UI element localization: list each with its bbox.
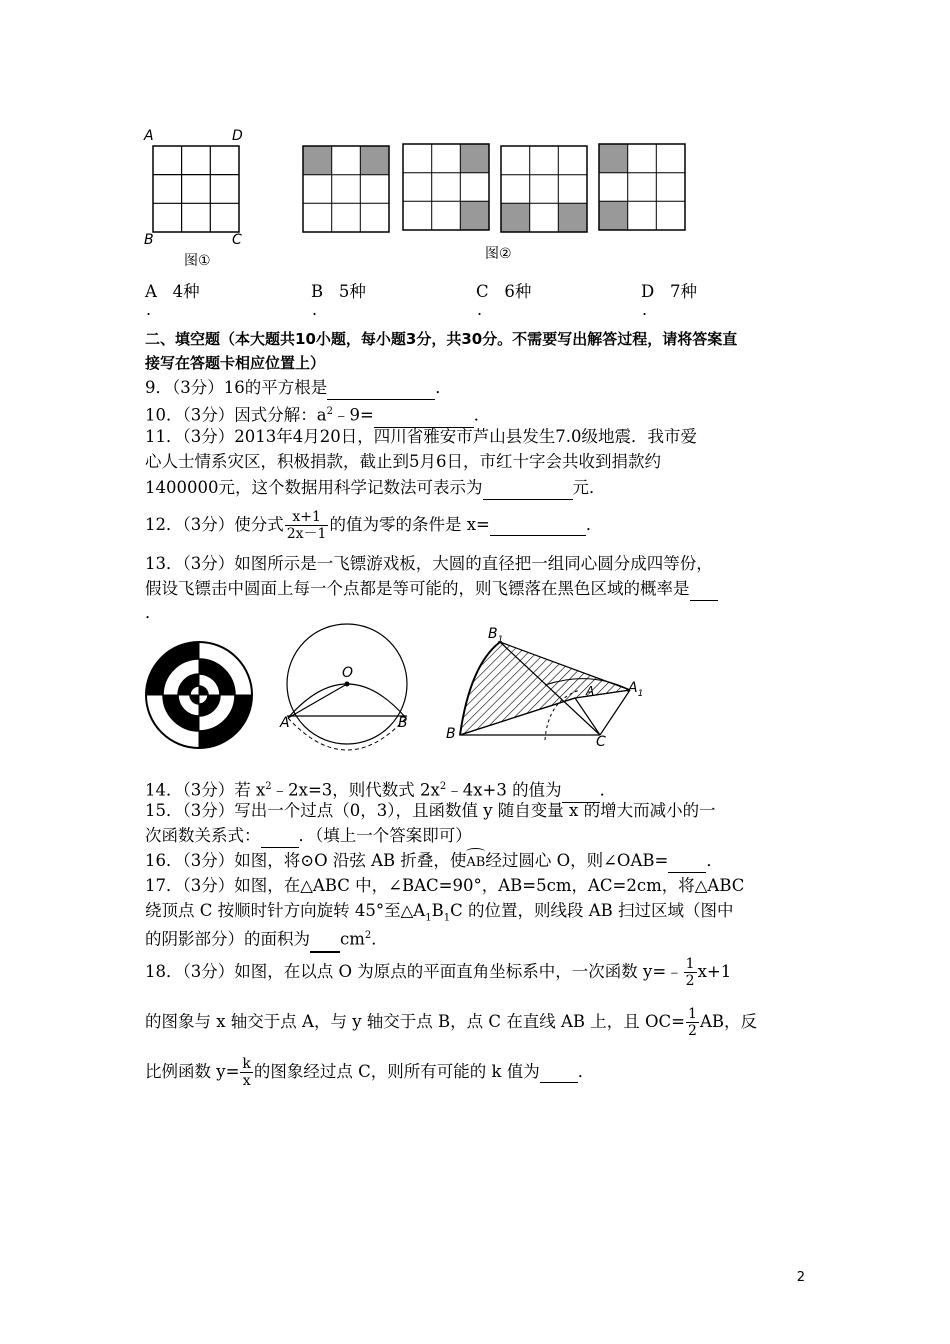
q18-answer-blank[interactable] (540, 1062, 578, 1083)
q16-arc-ab (466, 852, 485, 874)
q10-sup: 2 (326, 406, 333, 417)
q18-line1-num: 1 (685, 956, 695, 972)
question-18-line-3 (145, 1052, 594, 1092)
option-c-dot: . (477, 300, 483, 319)
figure-2-caption: 图② (485, 246, 512, 262)
q18-line1-fraction (684, 956, 697, 989)
q14-p3: ﹣4x+3 的值为 (446, 780, 562, 800)
q17-line2-post: C 的位置，则线段 AB 扫过区域（图中 (450, 901, 734, 920)
circle-fold-label-a: A (280, 715, 290, 731)
q9-text: 9．（3分）16的平方根是 (145, 378, 328, 397)
q18-line2-den: 2 (688, 1023, 697, 1039)
figure-1-label-a: A (144, 128, 154, 144)
option-b (311, 278, 366, 302)
q18-line1-pre: 18．（3分）如图，在以点 O 为原点的平面直角坐标系中，一次函数 y=﹣ (145, 962, 683, 981)
q15-line2-post: ．（填上一个答案即可） (298, 826, 472, 845)
rotation-label-b1-main: B (488, 626, 498, 642)
question-11-line-2: 心人士情系灾区，积极捐款，截止到5月6日，市红十字会共收到捐款约 (145, 452, 661, 471)
rotation-label-c: C (596, 734, 606, 750)
q17-line2-s1: 1 (425, 912, 432, 924)
q16-end: ． (706, 851, 723, 870)
q10-pre: 10．（3分）因式分解：a (145, 405, 327, 425)
option-a-text: 4种 (172, 282, 200, 301)
rotation-label-b: B (446, 726, 456, 742)
circle-fold-label-o: O (342, 665, 354, 681)
q17-line2-mid: B (431, 901, 444, 920)
q14-p2: ﹣2x=3，则代数式 2x (271, 780, 440, 800)
q17-answer-blank[interactable] (310, 929, 340, 953)
question-17-line-3 (145, 925, 388, 953)
q10-answer-blank[interactable] (374, 405, 474, 428)
grid-3 (501, 146, 587, 232)
q10-post: ﹣9= (332, 405, 374, 425)
circle-fold-label-b: B (398, 715, 408, 731)
q18-line1-den: 2 (685, 973, 695, 989)
question-11-line-3 (145, 477, 606, 500)
rotation-figure (440, 630, 650, 750)
q18-line3-end: ． (577, 1062, 595, 1081)
q12-answer-blank[interactable] (490, 515, 586, 536)
q14-s2: 2 (439, 781, 447, 792)
question-16 (145, 850, 723, 874)
q9-end: ． (435, 378, 452, 397)
figure-1-label-d: D (232, 128, 243, 144)
option-d-text: 7种 (669, 282, 697, 301)
q16-arc-icon (466, 848, 485, 855)
q16-answer-blank[interactable] (668, 850, 706, 873)
rotation-label-b1 (488, 626, 503, 645)
question-9 (145, 377, 452, 400)
option-a-dot: . (146, 300, 152, 319)
option-c-text: 6种 (504, 282, 532, 301)
q12-fraction (285, 509, 329, 542)
q16-post: 经过圆心 O，则∠OAB= (485, 851, 669, 870)
question-13-line-2 (145, 578, 718, 601)
q17-line2-pre: 绕顶点 C 按顺时针方向旋转 45°至△A (145, 901, 426, 920)
option-a (145, 278, 200, 302)
q15-line2-pre: 次函数关系式： (145, 826, 261, 845)
grid-1 (303, 146, 389, 232)
option-d-letter: D (641, 282, 655, 301)
q18-line3-fraction (240, 1056, 252, 1089)
q14-end: ． (599, 780, 617, 800)
option-d (641, 278, 697, 302)
rotation-label-a1 (628, 680, 643, 699)
question-14 (145, 776, 616, 803)
question-12 (145, 505, 602, 545)
q18-line2-fraction (686, 1006, 699, 1039)
question-15-line-2 (145, 825, 472, 848)
q13-line2-text: 假设飞镖击中圆面上每一个点都是等可能的，则飞镖落在黑色区域的概率是 (145, 579, 690, 598)
q11-line3-end: 元． (572, 478, 606, 497)
question-11-line-1: 11．（3分）2013年4月20日，四川省雅安市芦山县发生7.0级地震．我市爱 (145, 427, 697, 446)
figure-2-grids (302, 143, 688, 233)
q18-line3-num: k (242, 1056, 251, 1072)
grid-2 (403, 144, 489, 230)
q18-line3-pre: 比例函数 y= (145, 1062, 240, 1081)
rotation-label-a: A (586, 684, 595, 698)
option-c-letter: C (476, 282, 489, 301)
question-18-line-2 (145, 1002, 757, 1042)
question-18-line-1 (145, 952, 731, 992)
q17-line3-pre: 的阴影部分）的面积为 (145, 929, 310, 949)
option-d-dot: . (642, 300, 648, 319)
q9-answer-blank[interactable] (327, 377, 435, 400)
q11-answer-blank[interactable] (483, 477, 573, 500)
q12-end: ． (585, 515, 603, 534)
q16-pre: 16．（3分）如图，将⊙O 沿弦 AB 折叠，使 (145, 851, 467, 870)
q12-numerator: x+1 (285, 509, 329, 526)
q12-pre: 12．（3分）使分式 (145, 515, 284, 534)
option-b-letter: B (311, 282, 324, 301)
question-13-line-3: ． (145, 603, 162, 622)
q17-line3-end: ． (371, 929, 388, 949)
q14-s1: 2 (265, 781, 272, 792)
question-10 (145, 401, 490, 428)
q12-post: 的值为零的条件是 x= (329, 515, 490, 534)
question-15-line-1: 15．（3分）写出一个过点（0，3），且函数值 y 随自变量 x 的增大而减小的一 (145, 801, 716, 820)
q18-line1-post: x+1 (697, 962, 732, 981)
q10-end: ． (473, 405, 491, 425)
dartboard-figure (144, 640, 254, 750)
page-number: 2 (796, 1270, 805, 1285)
option-b-text: 5种 (338, 282, 366, 301)
q17-line3-sup: 2 (364, 930, 372, 941)
section-2-heading-line-2: 接写在答题卡相应位置上） (145, 354, 326, 372)
option-c (476, 278, 531, 302)
figure-1-caption: 图① (184, 253, 211, 269)
q17-line3-unit: cm (340, 929, 365, 949)
figure-1-label-c: C (232, 232, 242, 248)
grid-4 (599, 144, 685, 230)
rotation-label-a1-main: A (628, 680, 638, 696)
q18-line2-num: 1 (688, 1006, 697, 1022)
q18-line2-pre: 的图象与 x 轴交于点 A，与 y 轴交于点 B，点 C 在直线 AB 上，且 OC= (145, 1012, 686, 1031)
figure-1-grid (152, 145, 240, 233)
rotation-label-b1-sub: 1 (497, 634, 504, 645)
q13-answer-blank[interactable] (690, 578, 718, 601)
q16-arc-text: AB (466, 855, 486, 870)
q15-answer-blank[interactable] (261, 825, 299, 848)
q18-line3-post: 的图象经过点 C，则所有可能的 k 值为 (253, 1062, 540, 1081)
question-17-line-1: 17．（3分）如图，在△ABC 中，∠BAC=90°，AB=5cm，AC=2cm，将△ABC (145, 876, 745, 895)
circle-fold-figure (280, 622, 416, 752)
figure-1-label-b: B (144, 232, 154, 248)
q18-line3-den: x (242, 1073, 251, 1089)
q14-p1: 14．（3分）若 x (145, 780, 266, 800)
rotation-label-a1-sub: 1 (637, 688, 644, 699)
option-a-letter: A (145, 282, 157, 301)
q17-line2-s2: 1 (443, 912, 451, 924)
q18-line2-post: AB，反 (699, 1012, 757, 1031)
option-b-dot: . (312, 300, 318, 319)
q12-denominator: 2x－1 (286, 526, 327, 542)
q11-line3-pre: 1400000元，这个数据用科学记数法可表示为 (145, 478, 483, 497)
question-13-line-1: 13．（3分）如图所示是一飞镖游戏板，大圆的直径把一组同心圆分成四等份， (145, 554, 713, 573)
section-2-heading-line-1: 二、填空题（本大题共10小题，每小题3分，共30分。不需要写出解答过程，请将答案直 (145, 330, 738, 348)
